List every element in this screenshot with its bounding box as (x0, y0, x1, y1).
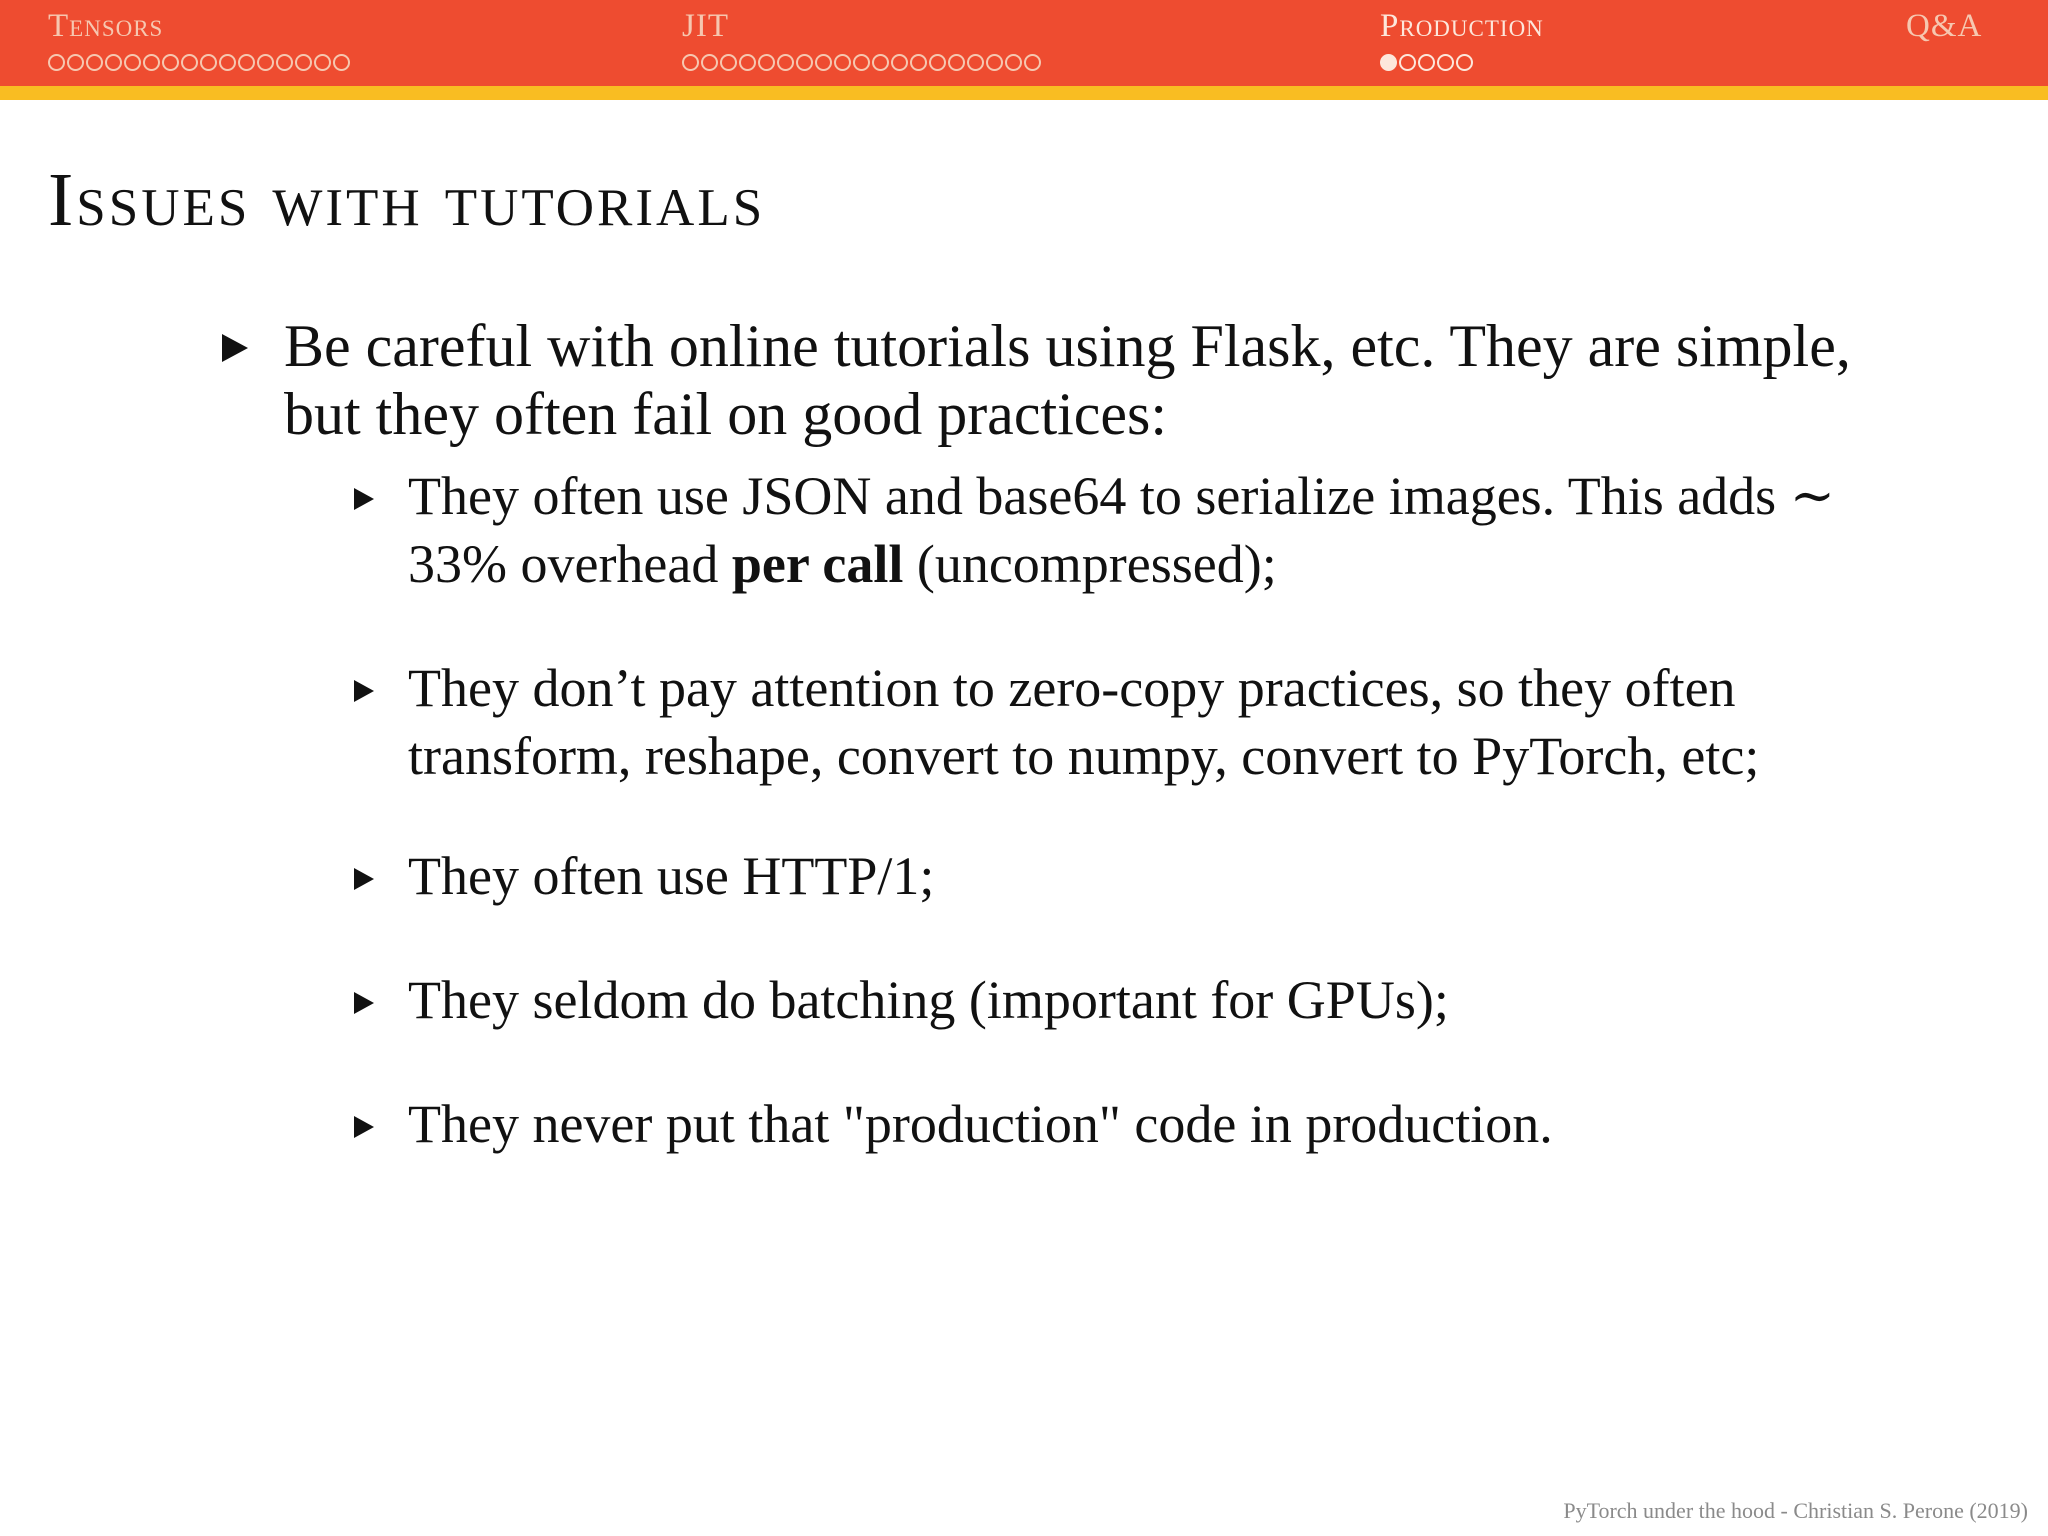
nav-slide-dot[interactable] (1005, 54, 1022, 71)
nav-slide-dot[interactable] (948, 54, 965, 71)
nav-slide-dot[interactable] (48, 54, 65, 71)
nav-slide-dot[interactable] (219, 54, 236, 71)
nav-slide-dot[interactable] (872, 54, 889, 71)
sub-bullet-1-line-2 (408, 530, 2008, 598)
bullet-marker-icon (222, 334, 248, 362)
nav-section-title[interactable]: JIT (682, 8, 729, 44)
nav-slide-dot[interactable] (910, 54, 927, 71)
nav-slide-dot[interactable] (891, 54, 908, 71)
slide-footer: PyTorch under the hood - Christian S. Perone (2019) (1563, 1498, 2028, 1523)
nav-slide-dot[interactable] (1380, 54, 1397, 71)
nav-section-dots (1380, 52, 1544, 72)
nav-slide-dot[interactable] (200, 54, 217, 71)
nav-slide-dot[interactable] (1418, 54, 1435, 71)
nav-slide-dot[interactable] (1024, 54, 1041, 71)
sub-bullet-3-text: They often use HTTP/1; (408, 846, 935, 906)
nav-slide-dot[interactable] (67, 54, 84, 71)
nav-section-title[interactable]: Production (1380, 8, 1544, 44)
sub-bullet-2-line-1: They don’t pay attention to zero-copy practices, so they often (408, 658, 1736, 718)
sub-bullet-marker-icon (354, 488, 374, 510)
nav-slide-dot[interactable] (967, 54, 984, 71)
nav-slide-dot[interactable] (777, 54, 794, 71)
navigation-stripe (0, 86, 2048, 100)
nav-slide-dot[interactable] (181, 54, 198, 71)
sub-bullet-1-line-1: They often use JSON and base64 to serialize images. This adds ∼ (408, 466, 1835, 526)
nav-section-dots (682, 52, 1041, 72)
nav-slide-dot[interactable] (276, 54, 293, 71)
nav-section-dots (48, 52, 350, 72)
nav-slide-dot[interactable] (333, 54, 350, 71)
sub-bullet-4-text: They seldom do batching (important for GPUs); (408, 970, 1449, 1030)
nav-slide-dot[interactable] (701, 54, 718, 71)
nav-section-title[interactable]: Tensors (48, 8, 164, 44)
nav-section-title[interactable]: Q&A (1906, 8, 1983, 44)
sub-bullet-1-text-end: (uncompressed); (903, 534, 1277, 594)
main-bullet-line-1: Be careful with online tutorials using Flask, etc. They are simple, (284, 313, 1851, 379)
sub-bullet-3 (408, 842, 2008, 910)
nav-section-production[interactable] (1380, 6, 1544, 72)
nav-slide-dot[interactable] (295, 54, 312, 71)
nav-slide-dot[interactable] (834, 54, 851, 71)
nav-slide-dot[interactable] (853, 54, 870, 71)
sub-bullet-marker-icon (354, 1116, 374, 1138)
nav-section-qa[interactable] (1906, 6, 1982, 46)
nav-slide-dot[interactable] (758, 54, 775, 71)
main-bullet (284, 312, 1984, 448)
nav-slide-dot[interactable] (1456, 54, 1473, 71)
sub-bullet-2 (408, 654, 2008, 790)
nav-slide-dot[interactable] (86, 54, 103, 71)
sub-bullet-4 (408, 966, 2008, 1034)
nav-slide-dot[interactable] (162, 54, 179, 71)
nav-slide-dot[interactable] (143, 54, 160, 71)
nav-slide-dot[interactable] (314, 54, 331, 71)
nav-slide-dot[interactable] (257, 54, 274, 71)
sub-bullet-marker-icon (354, 992, 374, 1014)
per-call-emphasis: per call (731, 534, 904, 594)
nav-slide-dot[interactable] (796, 54, 813, 71)
nav-slide-dot[interactable] (682, 54, 699, 71)
sub-bullet-5 (408, 1090, 2008, 1158)
nav-slide-dot[interactable] (1437, 54, 1454, 71)
nav-section-tensors[interactable] (48, 6, 350, 72)
main-bullet-line-2: but they often fail on good practices: (284, 381, 1168, 447)
sub-bullet-1-text: 33% overhead (408, 534, 732, 594)
nav-slide-dot[interactable] (238, 54, 255, 71)
nav-slide-dot[interactable] (986, 54, 1003, 71)
sub-bullet-marker-icon (354, 868, 374, 890)
slide-title: Issues with tutorials (48, 158, 766, 242)
nav-slide-dot[interactable] (1399, 54, 1416, 71)
sub-bullet-5-text: They never put that "production" code in production. (408, 1094, 1553, 1154)
sub-bullet-2-line-2: transform, reshape, convert to numpy, convert to PyTorch, etc; (408, 726, 1760, 786)
nav-slide-dot[interactable] (105, 54, 122, 71)
nav-slide-dot[interactable] (720, 54, 737, 71)
nav-slide-dot[interactable] (124, 54, 141, 71)
nav-section-jit[interactable] (682, 6, 1041, 72)
sub-bullet-marker-icon (354, 680, 374, 702)
sub-bullet-1 (408, 462, 2008, 598)
nav-slide-dot[interactable] (815, 54, 832, 71)
nav-slide-dot[interactable] (739, 54, 756, 71)
nav-slide-dot[interactable] (929, 54, 946, 71)
